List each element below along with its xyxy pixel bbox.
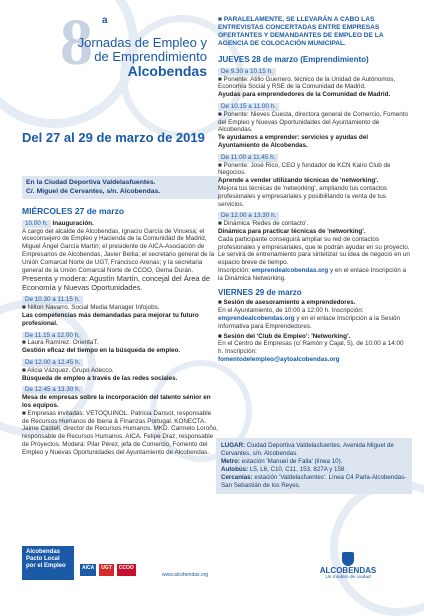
train-label: Cercanías: [221,474,255,481]
session-time: De 12.00 a 13.30 h. [218,212,279,220]
session-speaker: ■ Laura Ramírez. OrientaT. [22,339,99,347]
day-heading: MIÉRCOLES 27 de marzo [22,206,125,216]
metro-label: Metro: [221,458,242,465]
session-title: ■ Sesión del 'Club de Empleo': 'Networking'. [218,332,351,340]
session-time: De 10.30 a 11.15 h. [22,296,83,304]
alcobendas-tagline: Un modelo de ciudad [325,575,371,580]
inscription-link[interactable]: emprendealcobendas.org [251,266,329,274]
session-title: Las competencias más demandadas para mejorar tu futuro profesional. [22,311,199,327]
title-line2: de Emprendimiento [94,49,207,64]
contact-email-link[interactable]: fomentodelempleo@aytoalcobendas.org [218,355,340,363]
ordinal-digit: 8 [60,6,93,79]
wednesday-program [22,208,218,457]
session-text: Mejora tus técnicas de 'networking', ampliando tus contactos profesionales y empresariales y posibilitando la venta de tus servicios. [218,184,388,208]
intro-note: ■ PARALELAMENTE, SE LLEVARÁN A CABO LAS ENTREVISTAS CONCERTADAS ENTRE EMPRESAS OFERTANTES Y DEMANDANTES DE EMPLEO DE LA AGENCIA DE COLOCACIÓN MUNICIPAL. [218,16,384,47]
bus-text: L5, L6, C10, C11, 153, 827A y 158. [249,466,347,473]
location-label: LUGAR: [221,442,247,449]
session-time: 10.00 h. [22,220,51,228]
sponsor-logos [80,564,136,576]
session-title: Mesa de empresas sobre la incorporación del talento sénior en los equipos. [22,394,211,409]
session-title: Gestión eficaz del tiempo en la búsqueda de empleo. [22,347,181,355]
title-line3: Alcobendas [127,63,207,79]
alcobendas-name: ALCOBENDAS [319,566,377,575]
session-text: En el Ayuntamiento, de 10:00 a 12:00 h. Inscripción: [218,307,364,315]
inscription-text: y en el enlace Inscripción a la Dinámica Networking. [218,266,406,282]
session-speaker: ■ Ponente: Nieves Cuesta, directora general de Comercio, Fomento del Empleo y Nuevas Oportunidades del Ayuntamiento de Alcobendas. [218,110,409,134]
session-speaker: ■ Dinámica 'Redes de contacto'. [218,220,309,228]
aica-logo: AICA [80,564,96,576]
session-title: Búsqueda de empleo a través de las redes sociales. [22,374,178,382]
session-speaker: ■ Ponente: Atilio Guerrero, técnico de la Unidad de Autónomos, Economía Social y RSE de la Comunidad de Madrid. [218,75,396,91]
ordinal-suffix: a [102,15,108,26]
venue-box [22,176,220,199]
venue-line2: C/. Miguel de Cervantes, s/n. Alcobendas. [26,187,161,195]
session-title: ■ Sesión de asesoramiento a emprendedores. [218,299,356,307]
event-dates: Del 27 al 29 de marzo de 2019 [22,130,205,145]
bus-label: Autobús: [221,466,250,473]
day-heading: JUEVES 28 de marzo (Emprendimiento) [218,55,369,64]
inscription-text: y en el enlace Inscripción a la Sesión Informativa para Emprendedores. [218,314,400,330]
header [0,0,212,130]
session-moderator: Presenta y modera: Agustín Martín, concejal del Área de Economía y Nuevas Oportunidades. [22,274,211,293]
website-link[interactable]: www.alcobendas.org [162,572,209,578]
session-text: Cada participante conseguirá ampliar su red de contactos profesionales y empresariales, que le podrán ayudar en su proyecto. Le servirá de entrenamiento para sintetizar su idea de negocio en un espacio breve de tiempo. [218,235,410,267]
session-time: De 12.45 a 13.30 h. [22,386,83,394]
session-speaker: ■ Ponente: José Rico, CEO y fundador de KCN Kairo Club de Negocios. [218,161,391,177]
session-title: Dinámica para practicar técnicas de 'networking'. [218,227,366,235]
location-box [216,438,412,494]
session-title: Te ayudamos a emprender: servicios y ayudas del Ayuntamiento de Alcobendas. [218,134,369,149]
session-title: Aprende a vender utilizando técnicas de 'networking'. [218,177,379,185]
session-time: De 11.15 a 12.00 h. [22,332,83,340]
inscription-link[interactable]: emprendealcobendas.org [218,314,295,322]
pacto-logo: Alcobendas Pacto Local por el Empleo [22,546,74,580]
footer [0,546,424,600]
ccoo-logo: CCOO [117,564,136,576]
session-time: De 11.00 a 11.45 h. [218,154,278,162]
session-title: Inauguración. [52,219,94,227]
day-heading: VIERNES 29 de marzo [218,287,302,297]
session-text: En el Centro de Empresas (c/ Ramón y Cajal, 5), de 10:00 a 14:00 h. Inscripción: [218,340,404,356]
metro-text: estación 'Manuel de Falla' (línea 10). [241,458,343,465]
session-text: ■ Empresas invitadas: VETOQUINOL. Patricia Dansot, responsable de Recursos Humanos de Iberia & Finanzas Portugal. KONECTA. Jaime Castell, director de Recursos Humanos. MKD. Carmelo Loroño, responsable de Recursos Humanos. AICA. Felipe Díaz, responsable de Proyectos. Modera: Pilar Pérez, jefa de Comercio, Fomento del Empleo y Nuevas Oportunidades del Ayuntamiento de Alcobendas. [22,409,218,456]
inscription-label: Inscripción: [218,266,252,274]
session-time: De 9.30 a 10.15 h. [218,68,276,76]
session-speaker: ■ Nilton Navarro. Social Media Manager Infojobs. [22,304,160,312]
session-time: De 10.15 a 11.00 h. [218,103,279,111]
session-text: A cargo del alcalde de Alcobendas, Ignacio García de Vinuesa; el viceconsejero de Empleo y Hacienda de la Comunidad de Madrid, Miguel Ángel García Martín; el presidente de AICA-Asociación de Empresarios de Alcobendas, Javier Beitia; el secretario general de la Unión Comarcal Norte de UGT, Francisco Arenas; y la secretaria general de la Unión Comarcal Norte de CCOO, Gema Durán. [22,227,215,274]
alcobendas-logo [308,552,388,580]
right-column [218,16,410,364]
train-text: estación 'Valdelasfuentes'. Línea C4 Parla-Alcobendas-San Sebastián de los Reyes. [221,474,407,489]
title-line1: Jornadas de Empleo y [77,35,207,50]
session-time: De 12.00 a 12.45 h. [22,359,83,367]
session-title: Ayudas para emprendedores de la Comunidad de Madrid. [218,91,391,99]
venue-line1: En la Ciudad Deportiva Valdelasfuentes. [26,179,156,186]
ugt-logo: UGT [99,564,114,576]
session-speaker: ■ Alicia Vázquez. Grupo Adecco. [22,366,114,374]
shield-icon [342,552,354,566]
location-text: Ciudad Deportiva Valdelasfuentes. Avenida Miguel de Cervantes, s/n. Alcobendas. [221,442,394,457]
